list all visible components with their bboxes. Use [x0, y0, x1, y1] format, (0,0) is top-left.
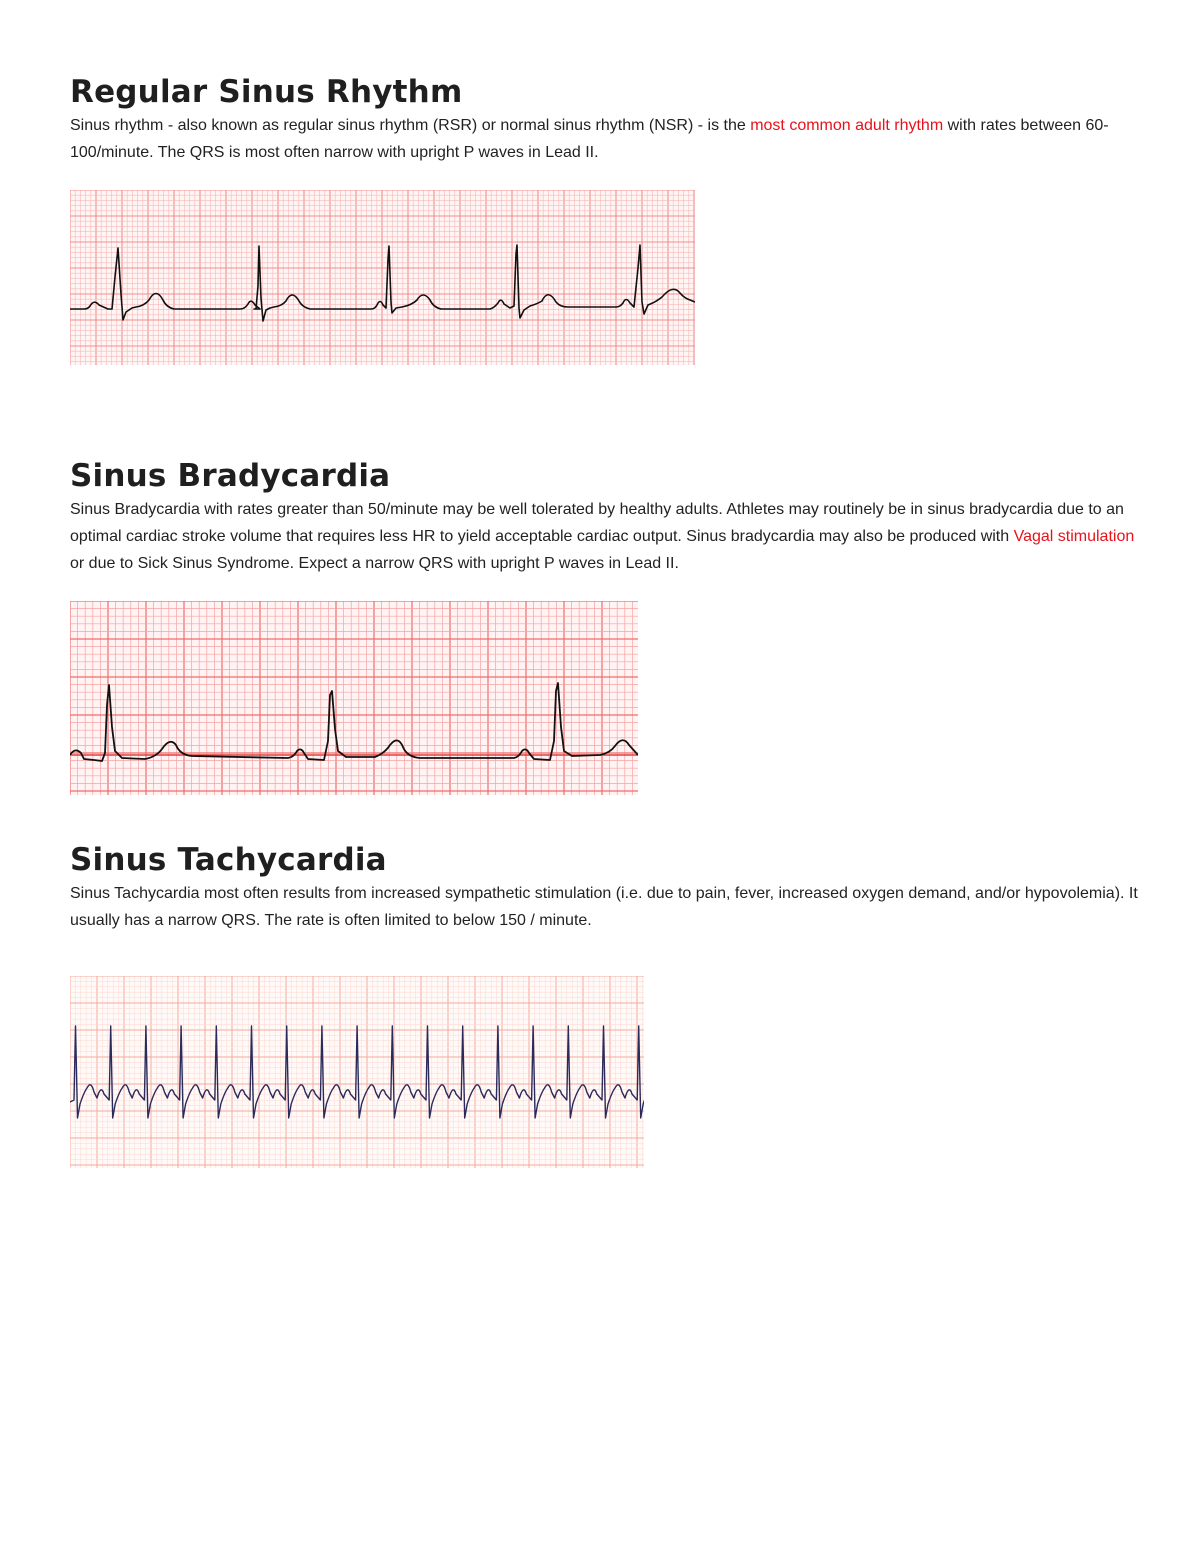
link-most-common-adult-rhythm[interactable]: most common adult rhythm — [750, 117, 944, 134]
description-text: with rates between 60-100/minute. The QRS is most often narrow with upright P waves in Lead II. — [70, 117, 1109, 161]
description-regular-sinus-rhythm — [70, 112, 1140, 166]
description-text: Sinus rhythm - also known as regular sinus rhythm (RSR) or normal sinus rhythm (NSR) - is the — [70, 117, 751, 134]
section-sinus-tachycardia — [70, 840, 1140, 934]
description-text: or due to Sick Sinus Syndrome. Expect a narrow QRS with upright P waves in Lead II. — [70, 555, 679, 572]
description-sinus-tachycardia: Sinus Tachycardia most often results from increased sympathetic stimulation (i.e. due to pain, fever, increased oxygen demand, and/or hypovolemia). It usually has a narrow QRS. The rate is often limited to below 150 / minute. — [70, 885, 1138, 929]
heading-regular-sinus-rhythm: Regular Sinus Rhythm — [70, 74, 463, 110]
ecg-strip-sinus-bradycardia — [70, 601, 638, 795]
section-regular-sinus-rhythm — [70, 72, 1140, 166]
description-sinus-bradycardia — [70, 496, 1140, 577]
link-vagal-stimulation[interactable]: Vagal stimulation — [1013, 528, 1135, 545]
ecg-strip-sinus-tachycardia — [70, 976, 644, 1168]
ecg-strip-regular-sinus-rhythm — [70, 190, 695, 365]
heading-sinus-tachycardia: Sinus Tachycardia — [70, 842, 387, 878]
heading-sinus-bradycardia: Sinus Bradycardia — [70, 458, 391, 494]
description-text: Sinus Bradycardia with rates greater than 50/minute may be well tolerated by healthy adults. Athletes may routinely be in sinus bradycardia due to an optimal cardiac stroke volume that requires less HR to yield acceptable cardiac output. Sinus bradycardia may also be produced with — [70, 501, 1124, 545]
section-sinus-bradycardia — [70, 456, 1140, 577]
